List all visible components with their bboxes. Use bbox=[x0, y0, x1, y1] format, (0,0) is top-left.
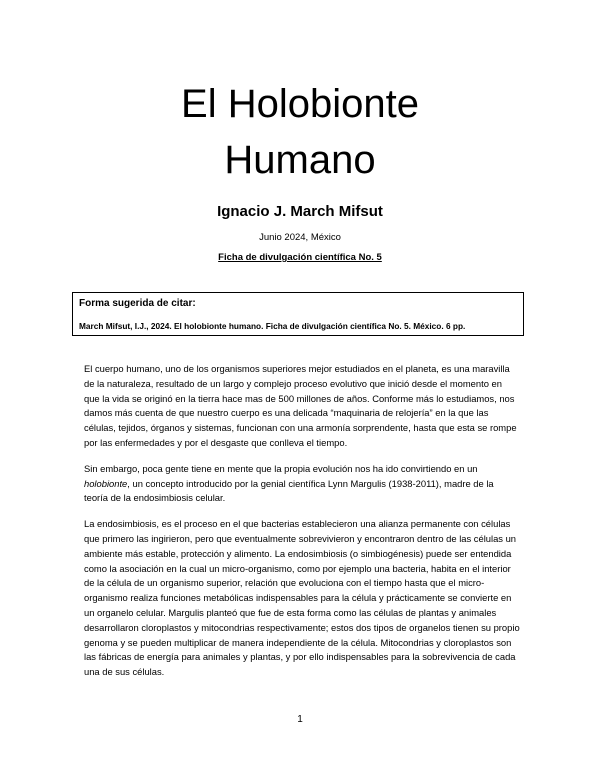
document-title-line2: Humano bbox=[224, 138, 376, 182]
page-number: 1 bbox=[297, 714, 303, 725]
author-name: Ignacio J. March Mifsut bbox=[217, 203, 383, 220]
body-text bbox=[84, 362, 520, 691]
citation-label: Forma sugerida de citar: bbox=[79, 298, 196, 309]
paragraph-2 bbox=[84, 462, 520, 506]
citation-box bbox=[72, 292, 524, 336]
document-title-line1: El Holobionte bbox=[181, 82, 419, 126]
publication-date: Junio 2024, México bbox=[259, 232, 341, 243]
citation-text: March Mifsut, I.J., 2024. El holobionte humano. Ficha de divulgación científica No. 5. México. 6 pp. bbox=[79, 321, 466, 331]
paragraph-1: El cuerpo humano, uno de los organismos superiores mejor estudiados en el planeta, es una maravilla de la naturaleza, resultado de un largo y complejo proceso evolutivo que inició desde el momento en que la vida se originó en la tierra hace mas de 500 millones de años. Conforme más lo estudiamos, nos damos más cuenta de que nuestro cuerpo es una delicada “maquinaria de relojería” en la que las células, tejidos, órganos y sistemas, funcionan con una armonía sorprendente, hasta que esta se rompe por las enfermedades y por el desgaste que conlleva el tiempo. bbox=[84, 363, 517, 448]
paragraph-2-end: , un concepto introducido por la genial científica Lynn Margulis (1938-2011), madre de la teoría de la endosimbiosis celular. bbox=[84, 477, 494, 504]
holobionte-term: holobionte bbox=[84, 477, 128, 489]
paragraph-2-start: Sin embargo, poca gente tiene en mente que la propia evolución nos ha ido convirtiendo en un bbox=[84, 462, 478, 474]
ficha-label: Ficha de divulgación científica No. 5 bbox=[218, 252, 382, 263]
paragraph-3: La endosimbiosis, es el proceso en el que bacterias establecieron una alianza permanente con células que primero las ingirieron, pero que eventualmente sobrevivieron y encontraron dentro de las células un ambiente más estable, protección y alimento. La endosimbiosis (o simbiogénesis) puede ser entendida como la asociación en la cual un micro-organismo, como por ejemplo una bacteria, habita en el interior de la célula de un organismo superior, relación que evoluciona con el tiempo hasta que el micro-organismo realiza funciones metabólicas indispensables para la célula y prácticamente se convierte en un organelo celular. Margulis planteó que fue de esta forma como las células de plantas y animales desarrollaron cloroplastos y mitocondrias respectivamente; estos dos tipos de organelos tienen su propio genoma y se pueden multiplicar de manera independiente de la célula. Mitocondrias y cloroplastos son las fábricas de energía para animales y plantas, y por ello indispensables para la sobrevivencia de cada una de sus células. bbox=[84, 518, 520, 678]
